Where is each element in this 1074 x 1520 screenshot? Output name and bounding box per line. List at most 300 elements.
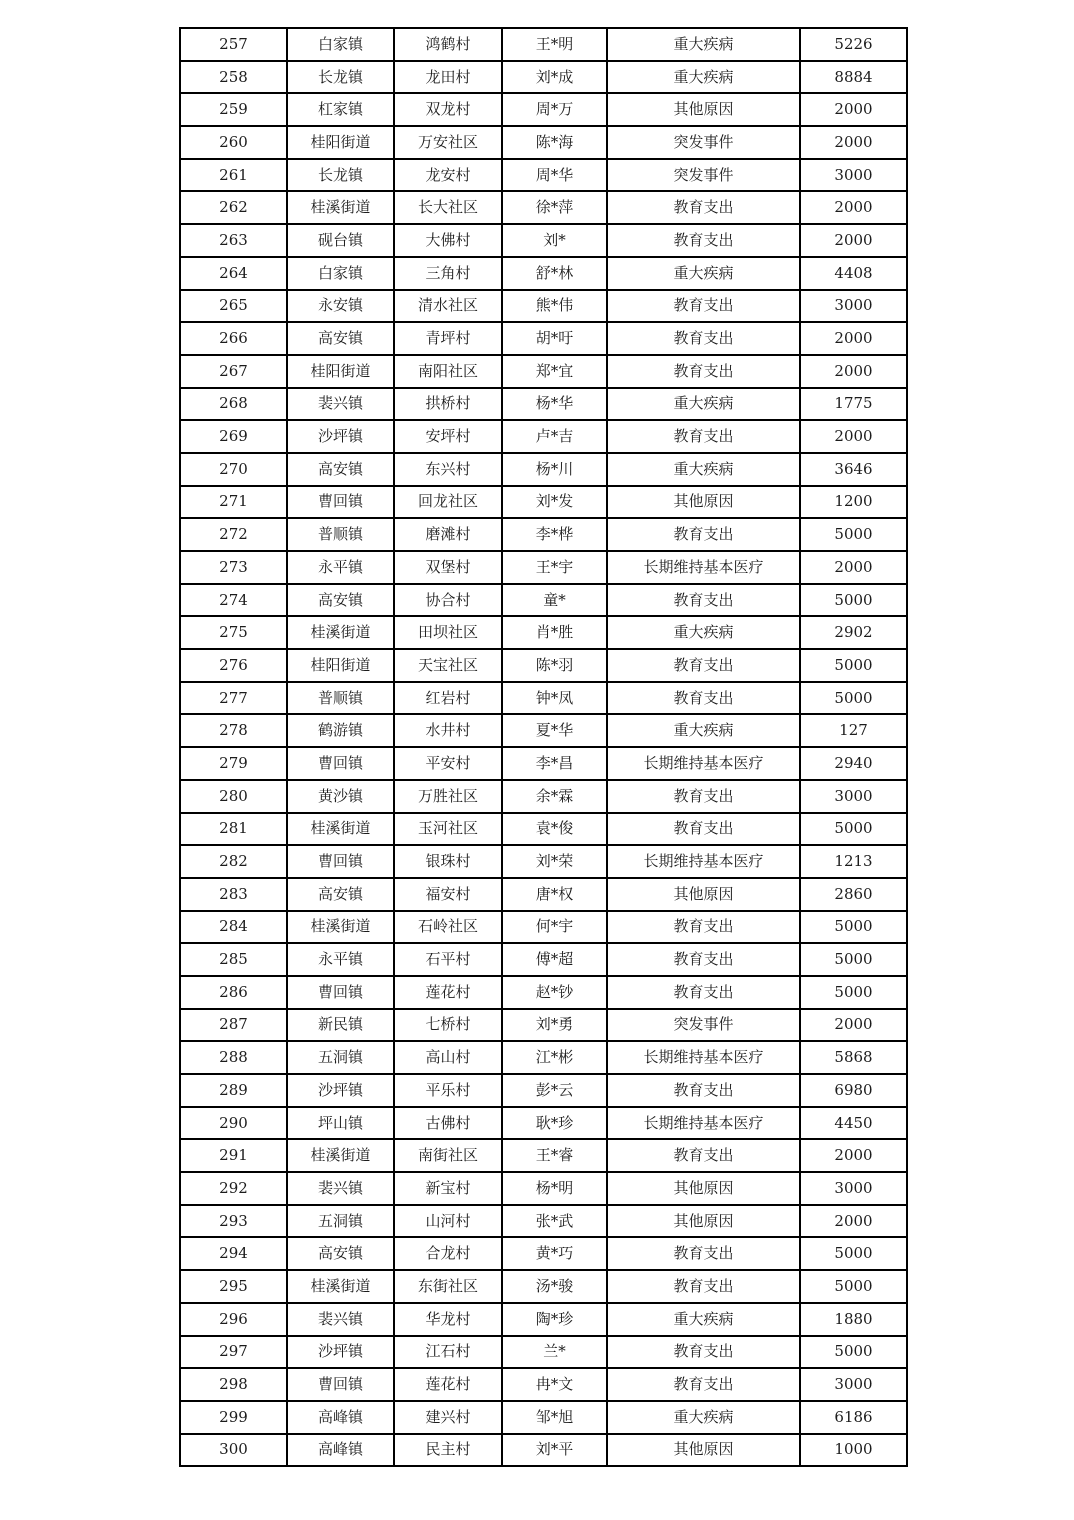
- cell-village: 田坝社区: [394, 616, 502, 649]
- cell-reason: 教育支出: [607, 649, 800, 682]
- cell-town: 永平镇: [287, 943, 394, 976]
- table-row: [180, 355, 907, 388]
- table-row: [180, 290, 907, 323]
- cell-amount: 5000: [800, 682, 907, 715]
- cell-amount: 5000: [800, 584, 907, 617]
- cell-name: 童*: [502, 584, 607, 617]
- table-row: [180, 584, 907, 617]
- cell-seq: 288: [180, 1041, 287, 1074]
- table-row: [180, 714, 907, 747]
- cell-seq: 289: [180, 1074, 287, 1107]
- cell-town: 沙坪镇: [287, 1074, 394, 1107]
- cell-amount: 1880: [800, 1303, 907, 1336]
- cell-amount: 6980: [800, 1074, 907, 1107]
- cell-name: 刘*勇: [502, 1009, 607, 1042]
- cell-seq: 271: [180, 486, 287, 519]
- cell-village: 拱桥村: [394, 388, 502, 421]
- cell-seq: 263: [180, 224, 287, 257]
- cell-village: 古佛村: [394, 1107, 502, 1140]
- cell-name: 刘*成: [502, 61, 607, 94]
- cell-seq: 264: [180, 257, 287, 290]
- cell-amount: 4450: [800, 1107, 907, 1140]
- cell-name: 胡*吁: [502, 322, 607, 355]
- cell-seq: 272: [180, 518, 287, 551]
- cell-amount: 2000: [800, 551, 907, 584]
- cell-name: 袁*俊: [502, 813, 607, 846]
- table-row: [180, 1237, 907, 1270]
- table-row: [180, 1139, 907, 1172]
- cell-amount: 1213: [800, 845, 907, 878]
- cell-amount: 3000: [800, 290, 907, 323]
- cell-amount: 5000: [800, 1270, 907, 1303]
- cell-town: 沙坪镇: [287, 420, 394, 453]
- cell-seq: 259: [180, 93, 287, 126]
- cell-amount: 1200: [800, 486, 907, 519]
- cell-name: 王*睿: [502, 1139, 607, 1172]
- cell-seq: 294: [180, 1237, 287, 1270]
- cell-name: 周*万: [502, 93, 607, 126]
- cell-village: 回龙社区: [394, 486, 502, 519]
- cell-reason: 重大疾病: [607, 1303, 800, 1336]
- table-row: [180, 649, 907, 682]
- cell-name: 肖*胜: [502, 616, 607, 649]
- cell-village: 天宝社区: [394, 649, 502, 682]
- cell-amount: 2000: [800, 191, 907, 224]
- cell-seq: 287: [180, 1009, 287, 1042]
- cell-village: 合龙村: [394, 1237, 502, 1270]
- cell-name: 汤*骏: [502, 1270, 607, 1303]
- cell-name: 杨*川: [502, 453, 607, 486]
- cell-reason: 教育支出: [607, 682, 800, 715]
- cell-town: 五洞镇: [287, 1041, 394, 1074]
- cell-village: 石平村: [394, 943, 502, 976]
- cell-reason: 教育支出: [607, 1237, 800, 1270]
- cell-town: 裴兴镇: [287, 1172, 394, 1205]
- cell-amount: 3000: [800, 159, 907, 192]
- cell-village: 银珠村: [394, 845, 502, 878]
- cell-town: 桂阳街道: [287, 649, 394, 682]
- cell-name: 刘*平: [502, 1434, 607, 1467]
- cell-seq: 295: [180, 1270, 287, 1303]
- cell-name: 钟*凤: [502, 682, 607, 715]
- cell-village: 玉河社区: [394, 813, 502, 846]
- cell-town: 五洞镇: [287, 1205, 394, 1238]
- cell-town: 鹤游镇: [287, 714, 394, 747]
- cell-reason: 重大疾病: [607, 453, 800, 486]
- cell-reason: 突发事件: [607, 126, 800, 159]
- cell-amount: 5000: [800, 518, 907, 551]
- cell-reason: 教育支出: [607, 1139, 800, 1172]
- cell-town: 长龙镇: [287, 61, 394, 94]
- cell-town: 白家镇: [287, 257, 394, 290]
- cell-reason: 长期维持基本医疗: [607, 1107, 800, 1140]
- cell-village: 万胜社区: [394, 780, 502, 813]
- cell-reason: 长期维持基本医疗: [607, 551, 800, 584]
- cell-name: 李*桦: [502, 518, 607, 551]
- cell-amount: 3000: [800, 1172, 907, 1205]
- cell-village: 东兴村: [394, 453, 502, 486]
- cell-seq: 299: [180, 1401, 287, 1434]
- cell-reason: 重大疾病: [607, 714, 800, 747]
- cell-village: 红岩村: [394, 682, 502, 715]
- cell-reason: 教育支出: [607, 518, 800, 551]
- cell-reason: 教育支出: [607, 1368, 800, 1401]
- table-row: [180, 61, 907, 94]
- cell-amount: 5868: [800, 1041, 907, 1074]
- cell-reason: 教育支出: [607, 224, 800, 257]
- cell-name: 杨*华: [502, 388, 607, 421]
- cell-village: 山河村: [394, 1205, 502, 1238]
- cell-seq: 279: [180, 747, 287, 780]
- cell-reason: 长期维持基本医疗: [607, 845, 800, 878]
- cell-seq: 268: [180, 388, 287, 421]
- cell-town: 裴兴镇: [287, 1303, 394, 1336]
- cell-town: 高安镇: [287, 322, 394, 355]
- cell-town: 永平镇: [287, 551, 394, 584]
- cell-reason: 其他原因: [607, 93, 800, 126]
- cell-name: 耿*珍: [502, 1107, 607, 1140]
- table-row: [180, 126, 907, 159]
- table-row: [180, 551, 907, 584]
- table-row: [180, 1041, 907, 1074]
- table-row: [180, 1009, 907, 1042]
- cell-name: 刘*发: [502, 486, 607, 519]
- cell-village: 龙安村: [394, 159, 502, 192]
- cell-amount: 5000: [800, 813, 907, 846]
- cell-village: 三角村: [394, 257, 502, 290]
- cell-reason: 长期维持基本医疗: [607, 747, 800, 780]
- table-row: [180, 845, 907, 878]
- cell-name: 陶*珍: [502, 1303, 607, 1336]
- cell-amount: 8884: [800, 61, 907, 94]
- cell-amount: 5000: [800, 911, 907, 944]
- cell-seq: 300: [180, 1434, 287, 1467]
- cell-seq: 257: [180, 28, 287, 61]
- table-row: [180, 943, 907, 976]
- cell-town: 白家镇: [287, 28, 394, 61]
- table-row: [180, 1303, 907, 1336]
- cell-town: 砚台镇: [287, 224, 394, 257]
- table-row: [180, 388, 907, 421]
- cell-seq: 273: [180, 551, 287, 584]
- cell-village: 新宝村: [394, 1172, 502, 1205]
- assistance-records-table: [179, 27, 908, 1467]
- cell-reason: 其他原因: [607, 1205, 800, 1238]
- cell-amount: 2902: [800, 616, 907, 649]
- cell-seq: 262: [180, 191, 287, 224]
- table-row: [180, 191, 907, 224]
- cell-village: 江石村: [394, 1336, 502, 1369]
- cell-amount: 2940: [800, 747, 907, 780]
- cell-amount: 3646: [800, 453, 907, 486]
- table-body: [180, 28, 907, 1466]
- cell-seq: 280: [180, 780, 287, 813]
- cell-name: 兰*: [502, 1336, 607, 1369]
- cell-name: 刘*: [502, 224, 607, 257]
- cell-name: 赵*钞: [502, 976, 607, 1009]
- cell-reason: 教育支出: [607, 584, 800, 617]
- table-row: [180, 1270, 907, 1303]
- cell-town: 桂溪街道: [287, 813, 394, 846]
- cell-village: 福安村: [394, 878, 502, 911]
- cell-town: 曹回镇: [287, 747, 394, 780]
- cell-reason: 教育支出: [607, 290, 800, 323]
- cell-village: 磨滩村: [394, 518, 502, 551]
- cell-seq: 296: [180, 1303, 287, 1336]
- cell-amount: 5000: [800, 1237, 907, 1270]
- cell-seq: 285: [180, 943, 287, 976]
- cell-name: 王*明: [502, 28, 607, 61]
- cell-village: 水井村: [394, 714, 502, 747]
- cell-village: 东街社区: [394, 1270, 502, 1303]
- cell-seq: 290: [180, 1107, 287, 1140]
- cell-amount: 5000: [800, 1336, 907, 1369]
- table-row: [180, 322, 907, 355]
- cell-amount: 2000: [800, 126, 907, 159]
- cell-reason: 教育支出: [607, 420, 800, 453]
- cell-town: 曹回镇: [287, 976, 394, 1009]
- cell-village: 万安社区: [394, 126, 502, 159]
- table-row: [180, 747, 907, 780]
- cell-village: 双龙村: [394, 93, 502, 126]
- cell-village: 清水社区: [394, 290, 502, 323]
- table-row: [180, 616, 907, 649]
- cell-amount: 5000: [800, 943, 907, 976]
- cell-town: 裴兴镇: [287, 388, 394, 421]
- cell-amount: 2000: [800, 420, 907, 453]
- table-row: [180, 224, 907, 257]
- cell-reason: 其他原因: [607, 1434, 800, 1467]
- cell-town: 高安镇: [287, 878, 394, 911]
- cell-seq: 286: [180, 976, 287, 1009]
- cell-town: 桂溪街道: [287, 616, 394, 649]
- cell-town: 高峰镇: [287, 1434, 394, 1467]
- cell-reason: 重大疾病: [607, 28, 800, 61]
- cell-amount: 2000: [800, 1009, 907, 1042]
- table-row: [180, 486, 907, 519]
- table-row: [180, 682, 907, 715]
- cell-amount: 5226: [800, 28, 907, 61]
- cell-seq: 260: [180, 126, 287, 159]
- cell-village: 协合村: [394, 584, 502, 617]
- cell-town: 桂溪街道: [287, 1270, 394, 1303]
- cell-village: 建兴村: [394, 1401, 502, 1434]
- cell-town: 高峰镇: [287, 1401, 394, 1434]
- cell-reason: 重大疾病: [607, 388, 800, 421]
- cell-seq: 291: [180, 1139, 287, 1172]
- cell-seq: 284: [180, 911, 287, 944]
- cell-village: 石岭社区: [394, 911, 502, 944]
- table-row: [180, 28, 907, 61]
- cell-seq: 292: [180, 1172, 287, 1205]
- cell-name: 江*彬: [502, 1041, 607, 1074]
- cell-amount: 2000: [800, 355, 907, 388]
- cell-reason: 教育支出: [607, 943, 800, 976]
- cell-town: 黄沙镇: [287, 780, 394, 813]
- cell-reason: 教育支出: [607, 813, 800, 846]
- cell-town: 曹回镇: [287, 845, 394, 878]
- cell-name: 徐*萍: [502, 191, 607, 224]
- cell-name: 唐*权: [502, 878, 607, 911]
- cell-village: 龙田村: [394, 61, 502, 94]
- table-row: [180, 518, 907, 551]
- table-row: [180, 1336, 907, 1369]
- cell-reason: 教育支出: [607, 1270, 800, 1303]
- cell-name: 陈*海: [502, 126, 607, 159]
- table-row: [180, 1172, 907, 1205]
- cell-reason: 其他原因: [607, 1172, 800, 1205]
- cell-name: 刘*荣: [502, 845, 607, 878]
- cell-village: 莲花村: [394, 1368, 502, 1401]
- cell-village: 南街社区: [394, 1139, 502, 1172]
- cell-reason: 突发事件: [607, 1009, 800, 1042]
- cell-amount: 2000: [800, 322, 907, 355]
- cell-reason: 教育支出: [607, 1336, 800, 1369]
- table-row: [180, 911, 907, 944]
- cell-village: 华龙村: [394, 1303, 502, 1336]
- cell-reason: 教育支出: [607, 355, 800, 388]
- table-row: [180, 453, 907, 486]
- cell-town: 永安镇: [287, 290, 394, 323]
- cell-seq: 258: [180, 61, 287, 94]
- cell-name: 冉*文: [502, 1368, 607, 1401]
- cell-village: 平乐村: [394, 1074, 502, 1107]
- cell-seq: 265: [180, 290, 287, 323]
- cell-town: 桂溪街道: [287, 191, 394, 224]
- cell-name: 郑*宜: [502, 355, 607, 388]
- cell-seq: 281: [180, 813, 287, 846]
- table-row: [180, 1074, 907, 1107]
- cell-seq: 278: [180, 714, 287, 747]
- cell-town: 长龙镇: [287, 159, 394, 192]
- cell-name: 杨*明: [502, 1172, 607, 1205]
- cell-seq: 267: [180, 355, 287, 388]
- cell-name: 何*宇: [502, 911, 607, 944]
- cell-amount: 6186: [800, 1401, 907, 1434]
- cell-amount: 3000: [800, 1368, 907, 1401]
- cell-town: 桂阳街道: [287, 355, 394, 388]
- cell-seq: 298: [180, 1368, 287, 1401]
- cell-reason: 教育支出: [607, 911, 800, 944]
- table-row: [180, 1401, 907, 1434]
- cell-name: 傅*超: [502, 943, 607, 976]
- cell-village: 平安村: [394, 747, 502, 780]
- cell-town: 高安镇: [287, 1237, 394, 1270]
- cell-amount: 1000: [800, 1434, 907, 1467]
- table-row: [180, 878, 907, 911]
- cell-seq: 274: [180, 584, 287, 617]
- cell-seq: 275: [180, 616, 287, 649]
- table-row: [180, 257, 907, 290]
- table-row: [180, 780, 907, 813]
- cell-reason: 教育支出: [607, 322, 800, 355]
- cell-town: 桂溪街道: [287, 1139, 394, 1172]
- cell-town: 桂溪街道: [287, 911, 394, 944]
- cell-name: 李*昌: [502, 747, 607, 780]
- cell-name: 余*霖: [502, 780, 607, 813]
- cell-town: 高安镇: [287, 453, 394, 486]
- cell-town: 桂阳街道: [287, 126, 394, 159]
- cell-reason: 重大疾病: [607, 61, 800, 94]
- cell-reason: 教育支出: [607, 976, 800, 1009]
- table-row: [180, 1107, 907, 1140]
- table-row: [180, 1368, 907, 1401]
- cell-name: 张*武: [502, 1205, 607, 1238]
- table-row: [180, 1434, 907, 1467]
- cell-seq: 276: [180, 649, 287, 682]
- cell-amount: 2860: [800, 878, 907, 911]
- cell-reason: 教育支出: [607, 780, 800, 813]
- cell-village: 南阳社区: [394, 355, 502, 388]
- cell-village: 长大社区: [394, 191, 502, 224]
- cell-town: 普顺镇: [287, 518, 394, 551]
- cell-village: 安坪村: [394, 420, 502, 453]
- cell-town: 曹回镇: [287, 486, 394, 519]
- table-row: [180, 420, 907, 453]
- table-row: [180, 1205, 907, 1238]
- cell-amount: 2000: [800, 1205, 907, 1238]
- cell-town: 沙坪镇: [287, 1336, 394, 1369]
- cell-reason: 重大疾病: [607, 1401, 800, 1434]
- cell-town: 高安镇: [287, 584, 394, 617]
- cell-amount: 3000: [800, 780, 907, 813]
- cell-reason: 长期维持基本医疗: [607, 1041, 800, 1074]
- cell-seq: 297: [180, 1336, 287, 1369]
- cell-reason: 重大疾病: [607, 616, 800, 649]
- cell-seq: 277: [180, 682, 287, 715]
- cell-name: 陈*羽: [502, 649, 607, 682]
- cell-amount: 5000: [800, 649, 907, 682]
- cell-reason: 教育支出: [607, 1074, 800, 1107]
- cell-village: 青坪村: [394, 322, 502, 355]
- cell-seq: 282: [180, 845, 287, 878]
- cell-amount: 4408: [800, 257, 907, 290]
- cell-name: 黄*巧: [502, 1237, 607, 1270]
- cell-town: 普顺镇: [287, 682, 394, 715]
- table-row: [180, 93, 907, 126]
- cell-village: 双堡村: [394, 551, 502, 584]
- cell-amount: 2000: [800, 224, 907, 257]
- cell-amount: 1775: [800, 388, 907, 421]
- cell-name: 夏*华: [502, 714, 607, 747]
- cell-village: 莲花村: [394, 976, 502, 1009]
- cell-village: 大佛村: [394, 224, 502, 257]
- table-row: [180, 813, 907, 846]
- cell-seq: 266: [180, 322, 287, 355]
- cell-amount: 2000: [800, 1139, 907, 1172]
- cell-amount: 5000: [800, 976, 907, 1009]
- cell-village: 民主村: [394, 1434, 502, 1467]
- cell-reason: 教育支出: [607, 191, 800, 224]
- cell-name: 邹*旭: [502, 1401, 607, 1434]
- cell-town: 杠家镇: [287, 93, 394, 126]
- cell-village: 鸿鹤村: [394, 28, 502, 61]
- cell-seq: 269: [180, 420, 287, 453]
- table-row: [180, 159, 907, 192]
- cell-village: 七桥村: [394, 1009, 502, 1042]
- cell-seq: 293: [180, 1205, 287, 1238]
- cell-reason: 其他原因: [607, 486, 800, 519]
- cell-amount: 127: [800, 714, 907, 747]
- cell-seq: 283: [180, 878, 287, 911]
- cell-name: 彭*云: [502, 1074, 607, 1107]
- cell-name: 舒*林: [502, 257, 607, 290]
- cell-name: 周*华: [502, 159, 607, 192]
- cell-amount: 2000: [800, 93, 907, 126]
- cell-name: 熊*伟: [502, 290, 607, 323]
- cell-reason: 重大疾病: [607, 257, 800, 290]
- cell-town: 新民镇: [287, 1009, 394, 1042]
